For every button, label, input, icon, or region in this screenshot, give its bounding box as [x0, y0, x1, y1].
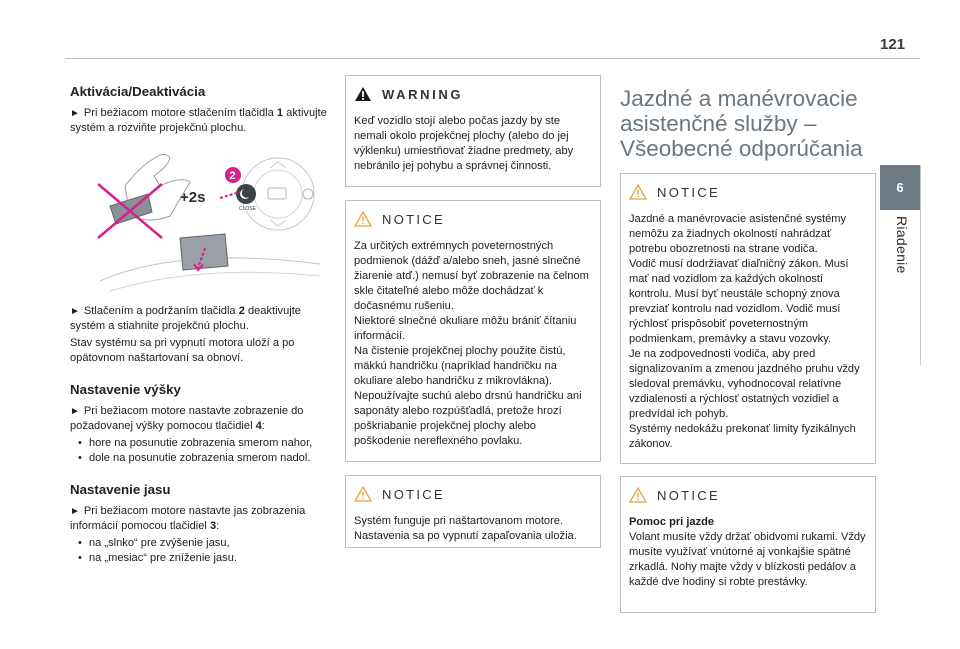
notice-triangle-icon: [629, 487, 647, 503]
notice-box: [345, 200, 601, 462]
notice-paragraph: Systémy nedokážu prekonať limity fyzikálnych zákonov.: [629, 423, 856, 450]
chapter-number: 6: [896, 180, 904, 195]
notice-triangle-icon: [629, 184, 647, 200]
warning-box: [345, 75, 601, 187]
notice-subheading: Pomoc pri jazde: [629, 516, 715, 528]
notice-paragraph: Za určitých extrémnych poveternostných podmienok (dážď a/alebo sneh, jasné slnečné žiarenie atď.) nemusí byť zobrazenie na čelnom skle čitateľné alebo môže dochádzať k dočasnému rušeniu.: [354, 240, 589, 312]
activation-step-2: ► Stlačením a podržaním tlačidla 2 deaktivujte systém a stiahnite projekčnú plochu.: [70, 305, 301, 332]
notice-label: NOTICE: [382, 211, 445, 227]
warning-label: WARNING: [382, 86, 464, 102]
page-number: 121: [880, 36, 906, 53]
notice-paragraph: Je na zodpovednosti vodiča, aby pred signalizovaním a zmenou jazdného pruhu vždy sledoval premávku, vyhodnocoval relatívne vzdialenosti a rýchlosť ostatných vozidiel a predvídal ich pohyb.: [629, 348, 860, 420]
warning-text: Keď vozidlo stojí alebo počas jazdy by ste nemali okolo projekčnej plochy (alebo do jej výklenku) umiestňovať žiadne predmety, aby nebránilo jej pohybu a správnej činnosti.: [354, 115, 574, 172]
height-step: ► Pri bežiacom motore nastavte zobrazenie do požadovanej výšky pomocou tlačidiel 4:: [70, 405, 304, 432]
notice-box-driving-assist: [620, 173, 876, 464]
notice-paragraph: Niektoré slnečné okuliare môžu brániť čítaniu informácií.: [354, 315, 577, 342]
column-middle: [345, 75, 601, 548]
notice-triangle-icon: [354, 486, 372, 502]
close-button-label: CLOSE: [239, 206, 256, 212]
notice-paragraph: Vodič musí dodržiavať diaľničný zákon. Musí mať nad vozidlom za každých okolností kontrolu. Musí byť neustále schopný znova prevziať kontrolu nad vozidlom. Vodič musí rýchlosť prispôsobiť poveternostným podmienkam, premávky a stavu vozovky.: [629, 258, 849, 345]
notice-box-engine: [345, 475, 601, 548]
brightness-bullet-list: [78, 536, 328, 566]
section-title-height: Nastavenie výšky: [70, 382, 181, 397]
chapter-tab-divider: [920, 165, 921, 365]
notice-paragraph: Jazdné a manévrovacie asistenčné systémy nemôžu za žiadnych okolností nahrádzať potrebu obozretnosti na strane vodiča.: [629, 213, 847, 255]
header-divider: [65, 58, 920, 59]
hud-controls-illustration: [70, 146, 328, 296]
section-title-brightness: Nastavenie jasu: [70, 482, 171, 497]
column-left: [70, 75, 328, 566]
brightness-step: ► Pri bežiacom motore nastavte jas zobrazenia informácií pomocou tlačidiel 3:: [70, 505, 306, 532]
list-item: • na „mesiac“ pre zníženie jasu.: [78, 551, 328, 566]
list-item: • dole na posunutie zobrazenia smerom nadol.: [78, 451, 328, 466]
activation-step-1: ► Pri bežiacom motore stlačením tlačidla 1 aktivujte systém a rozviňte projekčnú plochu.: [70, 107, 327, 134]
section-heading: Jazdné a manévrovacie asistenčné služby – Všeobecné odporúčania: [620, 86, 863, 161]
notice-box-driving-aid: [620, 476, 876, 613]
chapter-tab[interactable]: [880, 165, 920, 210]
list-item: • na „slnko“ pre zvýšenie jasu,: [78, 536, 328, 551]
notice-paragraph: Nastavenia sa po vypnutí zapaľovania uložia.: [354, 530, 577, 542]
notice-label: NOTICE: [382, 486, 445, 502]
height-bullet-list: [78, 436, 328, 466]
activation-note: Stav systému sa pri vypnutí motora uloží a po opätovnom naštartovaní sa obnoví.: [70, 337, 295, 364]
notice-label: NOTICE: [657, 184, 720, 200]
notice-triangle-icon: [354, 211, 372, 227]
section-title-activation: Aktivácia/Deaktivácia: [70, 84, 206, 99]
notice-paragraph: Na čistenie projekčnej plochy použite čistú, mäkkú handričku (napríklad handričku na okuliare alebo handričku z mikrovlákna). Nepoužívajte suchú alebo drsnú handričku ani saponáty alebo rozpúšťadlá, pretože hrozí poškriabanie projekčnej plochy alebo poškodenie nereflexného povlaku.: [354, 345, 582, 447]
moon-button-icon: [236, 184, 256, 204]
hold-duration-label: +2s: [180, 189, 206, 206]
notice-paragraph: Volant musíte vždy držať obidvomi rukami. Vždy musíte využívať vnútorné aj vonkajšie spätné zrkadlá. Nohy majte vždy v blízkosti pedálov a každé dve hodiny si robte prestávky.: [629, 531, 866, 588]
chapter-label: Riadenie: [894, 216, 910, 274]
svg-text:2: 2: [229, 170, 236, 182]
column-right: [620, 86, 876, 613]
list-item: • hore na posunutie zobrazenia smerom nahor,: [78, 436, 328, 451]
notice-label: NOTICE: [657, 487, 720, 503]
notice-paragraph: Systém funguje pri naštartovanom motore.: [354, 515, 564, 527]
warning-triangle-icon: [354, 86, 372, 102]
